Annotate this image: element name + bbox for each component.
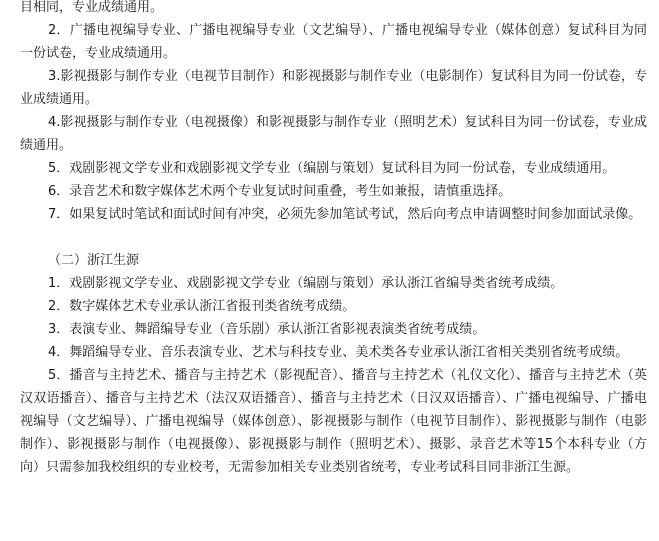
zhejiang-item-1: 1．戏剧影视文学专业、戏剧影视文学专业（编剧与策划）承认浙江省编导类省统考成绩。	[48, 276, 564, 291]
paragraph-item-3: 3.影视摄影与制作专业（电视节目制作）和影视摄影与制作专业（电影制作）复试科目为同一份试卷，专业成绩通用。	[20, 69, 647, 107]
paragraph-item-2: 2．广播电视编导专业、广播电视编导专业（文艺编导）、广播电视编导专业（媒体创意）复试科目为同一份试卷，专业成绩通用。	[20, 23, 647, 61]
zhejiang-item-2: 2．数字媒体艺术专业承认浙江省报刊类省统考成绩。	[48, 299, 356, 314]
paragraph-item-5: 5．戏剧影视文学专业和戏剧影视文学专业（编剧与策划）复试科目为同一份试卷，专业成绩通用。	[48, 161, 616, 176]
zhejiang-item-5: 5．播音与主持艺术、播音与主持艺术（影视配音）、播音与主持艺术（礼仪文化）、播音与主持艺术（英汉双语播音）、播音与主持艺术（法汉双语播音）、播音与主持艺术（日汉双语播音）、广播电视编导、广播电视编导（文艺编导）、广播电视编导（媒体创意）、影视摄影与制作（电视节目制作）、影视摄影与制作（电影制作）、影视摄影与制作（电视摄像）、影视摄影与制作（照明艺术）、摄影、录音艺术等15个本科专业（方向）只需参加我校组织的专业校考，无需参加相关专业类别省统考，专业考试科目同非浙江生源。	[20, 368, 647, 475]
paragraph-item-6: 6．录音艺术和数字媒体艺术两个专业复试时间重叠，考生如兼报，请慎重选择。	[48, 184, 512, 199]
zhejiang-item-4: 4．舞蹈编导专业、音乐表演专业、艺术与科技专业、美术类各专业承认浙江省相关类别省统考成绩。	[48, 345, 629, 360]
paragraph-item-7: 7．如果复试时笔试和面试时间有冲突，必须先参加笔试考试，然后向考点申请调整时间参加面试录像。	[48, 207, 642, 222]
paragraph-continuation: 目相同，专业成绩通用。	[20, 0, 164, 15]
section-heading-zhejiang: （二）浙江生源	[48, 253, 140, 268]
zhejiang-item-3: 3．表演专业、舞蹈编导专业（音乐剧）承认浙江省影视表演类省统考成绩。	[48, 322, 486, 337]
paragraph-item-4: 4.影视摄影与制作专业（电视摄像）和影视摄影与制作专业（照明艺术）复试科目为同一份试卷，专业成绩通用。	[20, 115, 647, 153]
spacer	[0, 226, 659, 249]
